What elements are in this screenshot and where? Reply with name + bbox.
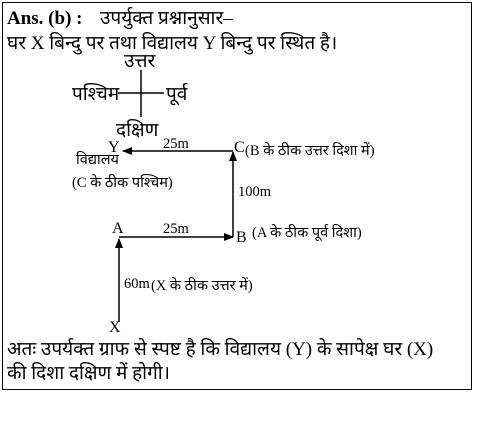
x-note: (X के ठीक उत्तर में) bbox=[151, 278, 253, 294]
answer-label: Ans. (b) : bbox=[7, 8, 83, 29]
point-c-label: C bbox=[234, 139, 245, 156]
point-y-label: Y bbox=[108, 139, 120, 156]
point-a-label: A bbox=[112, 220, 124, 237]
heading: उपर्युक्त प्रश्नानुसार– bbox=[100, 8, 233, 29]
conclusion-line-1: अतः उपर्यक्त ग्राफ से स्पष्ट है कि विद्यालय (Y) के सापेक्ष घर (X) bbox=[7, 339, 434, 360]
y-note: (C के ठीक पश्चिम) bbox=[72, 175, 173, 191]
distance-cy: 25m bbox=[163, 136, 189, 152]
compass-west-label: पश्चिम bbox=[72, 84, 120, 105]
distance-bc: 100m bbox=[238, 184, 272, 200]
compass-east-label: पूर्व bbox=[166, 84, 188, 105]
school-label: विद्यालय bbox=[76, 152, 119, 168]
distance-xa: 60m bbox=[124, 276, 150, 292]
statement: घर X बिन्दु पर तथा विद्यालय Y बिन्दु पर स्थित है। bbox=[7, 33, 338, 54]
conclusion-line-2: की दिशा दक्षिण में होगी। bbox=[7, 363, 170, 384]
distance-ab: 25m bbox=[163, 221, 189, 237]
point-x-label: X bbox=[109, 319, 121, 336]
compass-north-label: उत्तर bbox=[124, 51, 156, 72]
c-note: (B के ठीक उत्तर दिशा में) bbox=[245, 143, 375, 159]
b-note: (A के ठीक पूर्व दिशा) bbox=[252, 225, 362, 241]
compass-south-label: दक्षिण bbox=[116, 120, 159, 141]
point-b-label: B bbox=[236, 229, 247, 246]
